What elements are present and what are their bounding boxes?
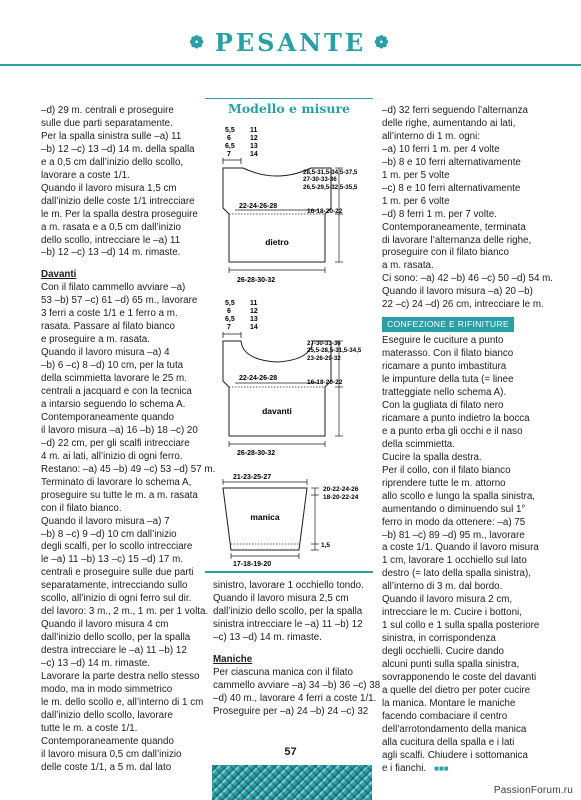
page-header — [0, 0, 581, 80]
text-line: 1 m. per 5 volte — [382, 169, 450, 181]
text-line: della scimmietta. — [382, 438, 455, 450]
text-line: Quando il lavoro misura 4 cm — [41, 619, 169, 631]
back-shoulder-sts-4: 7 — [227, 151, 231, 158]
front-shoulder-sts-2: 6 — [227, 308, 231, 315]
back-shoulder-sts-1: 5,5 — [225, 127, 235, 134]
text-line: –a) 10 ferri 1 m. per 4 volte — [382, 143, 500, 155]
back-shoulder-sts-3: 6,5 — [225, 143, 235, 150]
front-right-top-2: 25,5-28,5-31,5-34,5 — [307, 347, 362, 354]
text-line: Con il filato cammello avviare –a) — [41, 282, 186, 294]
flower-ornament-icon: ❁ — [374, 33, 392, 53]
text-line: Quando il lavoro misura –a) 20 –b) — [382, 286, 533, 298]
text-line: Eseguire le cuciture a punto — [382, 335, 504, 347]
text-line: delle righe, aumentando ai lati, — [382, 117, 516, 129]
back-shoulder-val-4: 14 — [250, 151, 258, 158]
text-line: agli scalfi. Chiudere i sottomanica — [382, 749, 528, 761]
text-line: intrecciare le m. Cucire i bottoni, — [382, 607, 522, 619]
text-line: 3 ferri a coste 1/1 e 1 ferro a m. — [41, 308, 178, 320]
section-heading-confezione: CONFEZIONE E RIFINITURE — [382, 317, 514, 332]
section-heading-davanti: Davanti — [41, 269, 77, 281]
sleeve-right-top-2: 18-20-22-24 — [323, 494, 359, 501]
front-shoulder-sts-4: 7 — [227, 324, 231, 331]
text-line: Contemporaneamente, terminata — [382, 221, 526, 233]
text-line: della scimmietta lavorare le 25 m. — [41, 373, 187, 385]
text-line: –b) 12 –c) 13 –d) 14 m. della spalla — [41, 143, 195, 155]
text-line: le –a) 11 –b) 13 –c) 15 –d) 17 m. — [41, 554, 183, 566]
header-rule — [0, 64, 581, 66]
text-line: Lavorare la parte destra nello stesso — [41, 670, 200, 682]
text-line: 22 –c) 24 –d) 26 cm, intrecciare le m. — [382, 299, 544, 311]
text-line: il lavoro misura 0,5 cm dall’inizio — [41, 748, 182, 760]
text-line: ricamare a punto indietro la bocca — [382, 412, 530, 424]
text-block-maniche — [213, 666, 381, 719]
text-line: –b) 12 –c) 13 –d) 14 m. rimaste. — [41, 247, 181, 259]
back-right-top-1: 28,5-31,5-34,5-37,5 — [303, 169, 358, 176]
text-line: rasata. Passare al filato bianco — [41, 321, 175, 333]
text-line: destro (= lato della spalla sinistra), — [382, 568, 531, 580]
front-shoulder-sts-3: 6,5 — [225, 316, 235, 323]
text-line: Con la gugliata di filato nero — [382, 399, 504, 411]
sleeve-bottom-width: 17-18-19-20 — [233, 561, 272, 568]
text-line: riprendere tutte le m. attorno — [382, 477, 506, 489]
sleeve-top-width: 21-23-25-27 — [233, 474, 272, 481]
knit-swatch-image — [212, 765, 372, 800]
text-line: Quando il lavoro misura 2 cm, — [382, 594, 513, 606]
text-line: Per la spalla sinistra sulle –a) 11 — [41, 130, 182, 142]
front-shoulder-sts-1: 5,5 — [225, 300, 235, 307]
text-line: –d) 29 m. centrali e proseguire — [41, 105, 174, 116]
text-line: Quando il lavoro misura –a) 7 — [41, 515, 170, 527]
text-column-3 — [382, 105, 552, 776]
text-column-2 — [213, 580, 381, 719]
front-width-bottom: 26-28-30-32 — [237, 450, 276, 457]
text-line: degli scalfi, per lo scollo intrecciare — [41, 541, 193, 553]
front-label: davanti — [262, 406, 292, 416]
text-line: Quando il lavoro misura 1,5 cm — [41, 182, 177, 194]
back-shoulder-val-1: 11 — [250, 127, 258, 134]
text-line: –b) 8 e 10 ferri alternativamente — [382, 156, 521, 168]
text-line: sulle due parti separatamente. — [41, 117, 173, 129]
back-width-inner: 22-24-26-28 — [239, 203, 278, 210]
back-label: dietro — [265, 237, 289, 247]
text-line: 53 –b) 57 –c) 61 –d) 65 m., lavorare — [41, 295, 198, 307]
text-line: 4 m. ai lati, all’inizio di ogni ferro. — [41, 450, 183, 462]
text-line: e proseguire a m. rasata. — [41, 334, 150, 346]
text-line: allo scollo e lungo la spalla sinistra, — [382, 490, 536, 502]
text-block-front-end — [213, 580, 375, 645]
text-line: dell’arrotondamento della manica — [382, 723, 527, 735]
text-line: dall’inizio delle coste 1/1 intrecciare — [41, 195, 195, 207]
text-line: lavorare a coste 1/1. — [41, 169, 130, 181]
flower-ornament-icon: ❁ — [189, 33, 207, 53]
schematic-drawings — [205, 98, 373, 568]
sleeve-cuff: 1,5 — [321, 542, 331, 549]
text-block-confezione — [382, 335, 552, 775]
text-line: Per il collo, con il filato bianco — [382, 464, 511, 476]
text-block-sleeve-increases — [382, 105, 552, 312]
text-line: sovrapponendo le coste del davanti — [382, 671, 537, 683]
front-right-mid: 16-18-20-22 — [307, 379, 343, 386]
section-title — [0, 28, 581, 57]
text-line: di lavorare l’alternanza delle righe, — [382, 234, 532, 246]
text-line: proseguire su tutte le m. a m. rasata — [41, 489, 198, 501]
sleeve-piece — [223, 474, 359, 568]
text-line: sinistra intrecciare le –a) 11 –b) 12 — [213, 618, 363, 630]
text-line: all’interno di 3 m. dal bordo. — [382, 581, 503, 593]
text-line: a m. rasata. — [382, 260, 434, 272]
text-line: alla cucitura della spalla e i lati — [382, 736, 515, 748]
back-shoulder-sts-2: 6 — [227, 135, 231, 142]
text-line: alcuni punti sulla spalla sinistra, — [382, 659, 520, 671]
text-line: le impunture della tuta (= linee — [382, 374, 514, 386]
text-line: cammello avviare –a) 34 –b) 36 –c) 38 — [213, 679, 381, 691]
text-line: all’interno di 1 m. ogni: — [382, 130, 481, 142]
back-shoulder-val-3: 13 — [250, 143, 258, 150]
text-line: Ci sono: –a) 42 –b) 46 –c) 50 –d) 54 m. — [382, 273, 553, 285]
text-line: separatamente, intrecciando sullo — [41, 580, 188, 592]
text-line: ricamare a punto imbastitura — [382, 361, 507, 373]
text-line: Contemporaneamente quando — [41, 411, 174, 423]
text-line: a coste 1/1. Quando il lavoro misura — [382, 542, 539, 554]
text-line: tutte le m. a coste 1/1. — [41, 722, 138, 734]
text-line: centrali a jacquard e con la tecnica — [41, 386, 192, 398]
text-line: ferro in modo da ottenere: –a) 75 — [382, 516, 526, 528]
text-line: dall’inizio dello scollo, lavorare — [41, 709, 173, 721]
back-shoulder-val-2: 12 — [250, 135, 258, 142]
section-title-text: PESANTE — [214, 28, 367, 57]
text-line: 1 m. per 6 volte — [382, 195, 450, 207]
text-line: 1 sul collo e 1 sulla spalla posteriore — [382, 620, 540, 632]
back-right-top-3: 26,5-29,5-32,5-35,5 — [303, 184, 358, 191]
text-column-1 — [41, 105, 216, 775]
text-line: Proseguire per –a) 24 –b) 24 –c) 32 — [213, 705, 369, 717]
text-line: la manica. Montare le maniche — [382, 697, 516, 709]
text-line: –d) 22 cm, per gli scalfi intrecciare — [41, 437, 190, 449]
back-right-mid: 16-18-20-22 — [307, 208, 343, 215]
back-width-bottom: 26-28-30-32 — [237, 277, 276, 284]
front-shoulder-val-3: 13 — [250, 316, 258, 323]
text-line: il lavoro misura –a) 16 –b) 18 –c) 20 — [41, 424, 198, 436]
text-line: Restano: –a) 45 –b) 49 –c) 53 –d) 57 m. — [41, 463, 216, 475]
text-line: le m. Per la spalla destra proseguire — [41, 208, 198, 220]
schematic-panel — [205, 98, 373, 598]
text-line: scollo, all’inizio di ogni ferro sul dir. — [41, 593, 192, 605]
text-line: degli occhielli. Cucire dando — [382, 646, 504, 658]
sleeve-label: manica — [250, 512, 280, 522]
text-line: con il filato bianco. — [41, 502, 122, 514]
text-line: –d) 8 ferri 1 m. per 7 volte. — [382, 208, 497, 220]
text-line: Quando il lavoro misura 2,5 cm — [213, 592, 349, 604]
text-line: modo, ma in modo simmetrico — [41, 683, 173, 695]
text-line: Cucire la spalla destra. — [382, 451, 482, 463]
end-of-article-mark: ■■■ — [434, 763, 449, 773]
text-line: a quelle del dietro per poter cucire — [382, 684, 531, 696]
text-line: sinistro, lavorare 1 occhiello tondo. — [213, 580, 364, 591]
text-line: materasso. Con il filato bianco — [382, 348, 514, 360]
back-right-top-2: 27-30-33-36 — [303, 176, 337, 183]
text-line: aumentando o diminuendo sul 1° — [382, 503, 526, 515]
text-line: –c) 13 –d) 14 m. rimaste. — [41, 658, 150, 670]
text-block-back-shoulders — [41, 105, 203, 260]
text-line: e i fianchi. ■■■ — [382, 762, 449, 774]
watermark: PassionForum.ru — [493, 785, 573, 796]
text-block-davanti — [41, 282, 216, 774]
front-shoulder-val-2: 12 — [250, 308, 258, 315]
text-line: destra intrecciare le –a) 11 –b) 12 — [41, 645, 187, 657]
text-line: Per ciascuna manica con il filato — [213, 666, 353, 678]
text-line: facendo combaciare il centro — [382, 710, 508, 722]
text-line: –b) 81 –c) 89 –d) 95 m., lavorare — [382, 529, 525, 541]
text-line: tratteggiate nello schema A). — [382, 387, 507, 399]
text-line: –b) 6 –c) 8 –d) 10 cm, per la tuta — [41, 360, 184, 372]
text-line: Quando il lavoro misura –a) 4 — [41, 347, 170, 359]
text-line: dall’inizio dello scollo, per la spalla — [213, 605, 363, 617]
schematic-title: Modello e misure — [228, 101, 350, 116]
text-line: –d) 32 ferri seguendo l’alternanza — [382, 105, 528, 116]
text-line: sinistra, in corrispondenza — [382, 633, 496, 645]
text-line: Terminato di lavorare lo schema A, — [41, 476, 192, 488]
section-heading-maniche: Maniche — [213, 653, 253, 665]
front-width-inner: 22-24-26-28 — [239, 375, 278, 382]
text-line: –b) 8 –c) 9 –d) 10 cm dall’inizio — [41, 528, 177, 540]
schematic-bottom-rule — [205, 571, 373, 573]
text-line: del lavoro: 3 m., 2 m., 1 m. per 1 volta. — [41, 606, 209, 618]
front-piece — [223, 300, 362, 457]
text-line: a intarsio seguendo lo schema A. — [41, 398, 186, 410]
text-line: dall’inizio dello scollo, per la spalla — [41, 632, 191, 644]
text-line: dello scollo, intrecciare le –a) 11 — [41, 234, 181, 246]
text-line: delle coste 1/1, a 5 m. dal lato — [41, 761, 172, 773]
sleeve-right-top-1: 20-22-24-26 — [323, 486, 359, 493]
text-line: a m. rasata e a 0,5 cm dall’inizio — [41, 221, 181, 233]
text-line: le m. dello scollo e, all’interno di 1 cm — [41, 696, 204, 708]
text-line: 1 cm, lavorare 1 occhiello sul lato — [382, 555, 527, 567]
back-piece — [223, 127, 358, 284]
front-right-top-3: 23-26-29-32 — [307, 355, 341, 362]
text-line: –c) 8 e 10 ferri alternativamente — [382, 182, 521, 194]
text-line: e a 0,5 cm dall’inizio dello scollo, — [41, 156, 184, 168]
text-line: –c) 13 –d) 14 m. rimaste. — [213, 631, 322, 643]
front-shoulder-val-1: 11 — [250, 300, 258, 307]
text-line: Contemporaneamente quando — [41, 735, 174, 747]
text-line: –d) 40 m., lavorare 4 ferri a coste 1/1. — [213, 692, 377, 704]
text-line: proseguire con il filato bianco — [382, 247, 509, 259]
text-line: e a punto erba gli occhi e il naso — [382, 425, 523, 437]
text-line: centrali e proseguire sulle due parti — [41, 567, 194, 579]
front-right-top-1: 27-30-33-36 — [307, 340, 341, 347]
page-number: 57 — [284, 746, 297, 758]
front-shoulder-val-4: 14 — [250, 324, 258, 331]
